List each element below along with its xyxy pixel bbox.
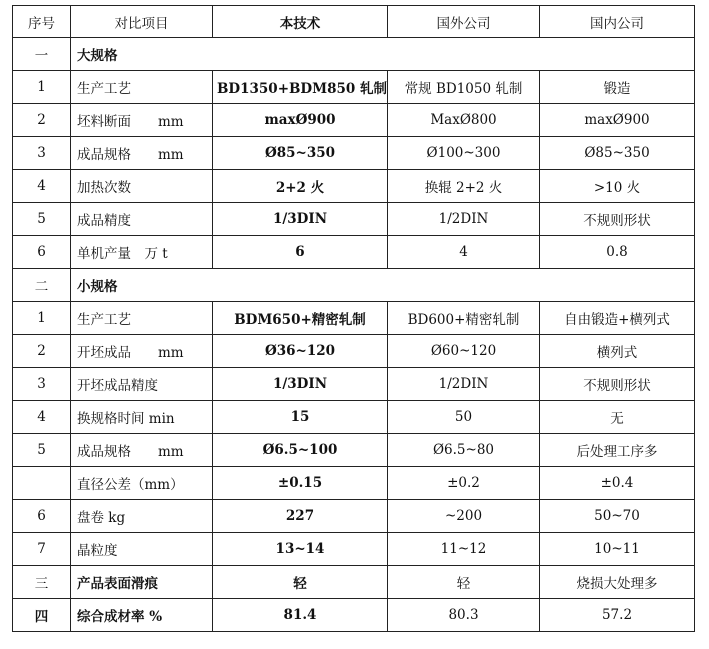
cell-tech: Ø36~120 xyxy=(213,335,388,368)
summary-item: 产品表面滑痕 xyxy=(71,566,213,599)
summary-no: 三 xyxy=(13,566,71,599)
table-row xyxy=(13,533,695,566)
summary-row xyxy=(13,599,695,632)
cell-domestic: ±0.4 xyxy=(540,467,695,500)
table-row xyxy=(13,335,695,368)
cell-tech: 1/3DIN xyxy=(213,368,388,401)
table-row xyxy=(13,137,695,170)
cell-domestic: 后处理工序多 xyxy=(540,434,695,467)
cell-no: 7 xyxy=(13,533,71,566)
cell-tech: Ø6.5~100 xyxy=(213,434,388,467)
cell-tech: 2+2 火 xyxy=(213,170,388,203)
cell-domestic: 0.8 xyxy=(540,236,695,269)
summary-tech: 81.4 xyxy=(213,599,388,632)
cell-item: 成品规格 mm xyxy=(71,137,213,170)
cell-tech: maxØ900 xyxy=(213,104,388,137)
table-row xyxy=(13,302,695,335)
cell-no: 1 xyxy=(13,302,71,335)
cell-tech: BD1350+BDM850 轧制 xyxy=(213,71,388,104)
cell-tech: 13~14 xyxy=(213,533,388,566)
cell-item: 加热次数 xyxy=(71,170,213,203)
cell-foreign: Ø100~300 xyxy=(388,137,540,170)
cell-tech: 1/3DIN xyxy=(213,203,388,236)
section-title: 大规格 xyxy=(71,38,695,71)
cell-no: 5 xyxy=(13,434,71,467)
summary-domestic: 烧损大处理多 xyxy=(540,566,695,599)
cell-item: 晶粒度 xyxy=(71,533,213,566)
cell-tech: 227 xyxy=(213,500,388,533)
summary-no: 四 xyxy=(13,599,71,632)
cell-item: 换规格时间 min xyxy=(71,401,213,434)
cell-foreign: 4 xyxy=(388,236,540,269)
table-row xyxy=(13,71,695,104)
cell-domestic: maxØ900 xyxy=(540,104,695,137)
cell-item: 直径公差（mm） xyxy=(71,467,213,500)
section-row xyxy=(13,269,695,302)
cell-item: 成品规格 mm xyxy=(71,434,213,467)
summary-foreign: 轻 xyxy=(388,566,540,599)
cell-no: 2 xyxy=(13,104,71,137)
summary-foreign: 80.3 xyxy=(388,599,540,632)
cell-foreign: 1/2DIN xyxy=(388,368,540,401)
cell-item: 生产工艺 xyxy=(71,71,213,104)
cell-item: 单机产量 万 t xyxy=(71,236,213,269)
cell-domestic: 不规则形状 xyxy=(540,368,695,401)
cell-item: 生产工艺 xyxy=(71,302,213,335)
cell-no: 5 xyxy=(13,203,71,236)
cell-foreign: ±0.2 xyxy=(388,467,540,500)
cell-no: 3 xyxy=(13,368,71,401)
cell-item: 成品精度 xyxy=(71,203,213,236)
cell-no: 6 xyxy=(13,236,71,269)
summary-tech: 轻 xyxy=(213,566,388,599)
cell-tech: ±0.15 xyxy=(213,467,388,500)
cell-tech: Ø85~350 xyxy=(213,137,388,170)
cell-no: 4 xyxy=(13,170,71,203)
cell-item: 盘卷 kg xyxy=(71,500,213,533)
cell-domestic: 横列式 xyxy=(540,335,695,368)
summary-item: 综合成材率 % xyxy=(71,599,213,632)
comparison-table xyxy=(12,5,695,632)
cell-tech: BDM650+精密轧制 xyxy=(213,302,388,335)
cell-domestic: 不规则形状 xyxy=(540,203,695,236)
summary-domestic: 57.2 xyxy=(540,599,695,632)
cell-domestic: Ø85~350 xyxy=(540,137,695,170)
table-row xyxy=(13,500,695,533)
table-row xyxy=(13,401,695,434)
table-row xyxy=(13,368,695,401)
table-row xyxy=(13,434,695,467)
cell-no: 4 xyxy=(13,401,71,434)
cell-foreign: Ø6.5~80 xyxy=(388,434,540,467)
cell-foreign: ~200 xyxy=(388,500,540,533)
cell-foreign: Ø60~120 xyxy=(388,335,540,368)
cell-no: 2 xyxy=(13,335,71,368)
cell-item: 开坯成品精度 xyxy=(71,368,213,401)
cell-tech: 6 xyxy=(213,236,388,269)
cell-foreign: BD600+精密轧制 xyxy=(388,302,540,335)
cell-domestic: 锻造 xyxy=(540,71,695,104)
section-index: 一 xyxy=(13,38,71,71)
cell-no: 1 xyxy=(13,71,71,104)
header-foreign: 国外公司 xyxy=(388,6,540,38)
header-domestic: 国内公司 xyxy=(540,6,695,38)
section-title: 小规格 xyxy=(71,269,695,302)
cell-item: 坯料断面 mm xyxy=(71,104,213,137)
header-item: 对比项目 xyxy=(71,6,213,38)
cell-no xyxy=(13,467,71,500)
cell-foreign: MaxØ800 xyxy=(388,104,540,137)
cell-domestic: 50~70 xyxy=(540,500,695,533)
cell-foreign: 换辊 2+2 火 xyxy=(388,170,540,203)
header-no: 序号 xyxy=(13,6,71,38)
cell-domestic: 无 xyxy=(540,401,695,434)
summary-row xyxy=(13,566,695,599)
section-row xyxy=(13,38,695,71)
table-row xyxy=(13,170,695,203)
header-tech: 本技术 xyxy=(213,6,388,38)
cell-foreign: 50 xyxy=(388,401,540,434)
table-row xyxy=(13,104,695,137)
table-row xyxy=(13,236,695,269)
cell-foreign: 11~12 xyxy=(388,533,540,566)
table-row xyxy=(13,467,695,500)
cell-foreign: 常规 BD1050 轧制 xyxy=(388,71,540,104)
cell-domestic: >10 火 xyxy=(540,170,695,203)
cell-domestic: 自由锻造+横列式 xyxy=(540,302,695,335)
table-row xyxy=(13,203,695,236)
cell-item: 开坯成品 mm xyxy=(71,335,213,368)
cell-foreign: 1/2DIN xyxy=(388,203,540,236)
cell-no: 3 xyxy=(13,137,71,170)
cell-no: 6 xyxy=(13,500,71,533)
cell-tech: 15 xyxy=(213,401,388,434)
cell-domestic: 10~11 xyxy=(540,533,695,566)
header-row xyxy=(13,6,695,38)
section-index: 二 xyxy=(13,269,71,302)
